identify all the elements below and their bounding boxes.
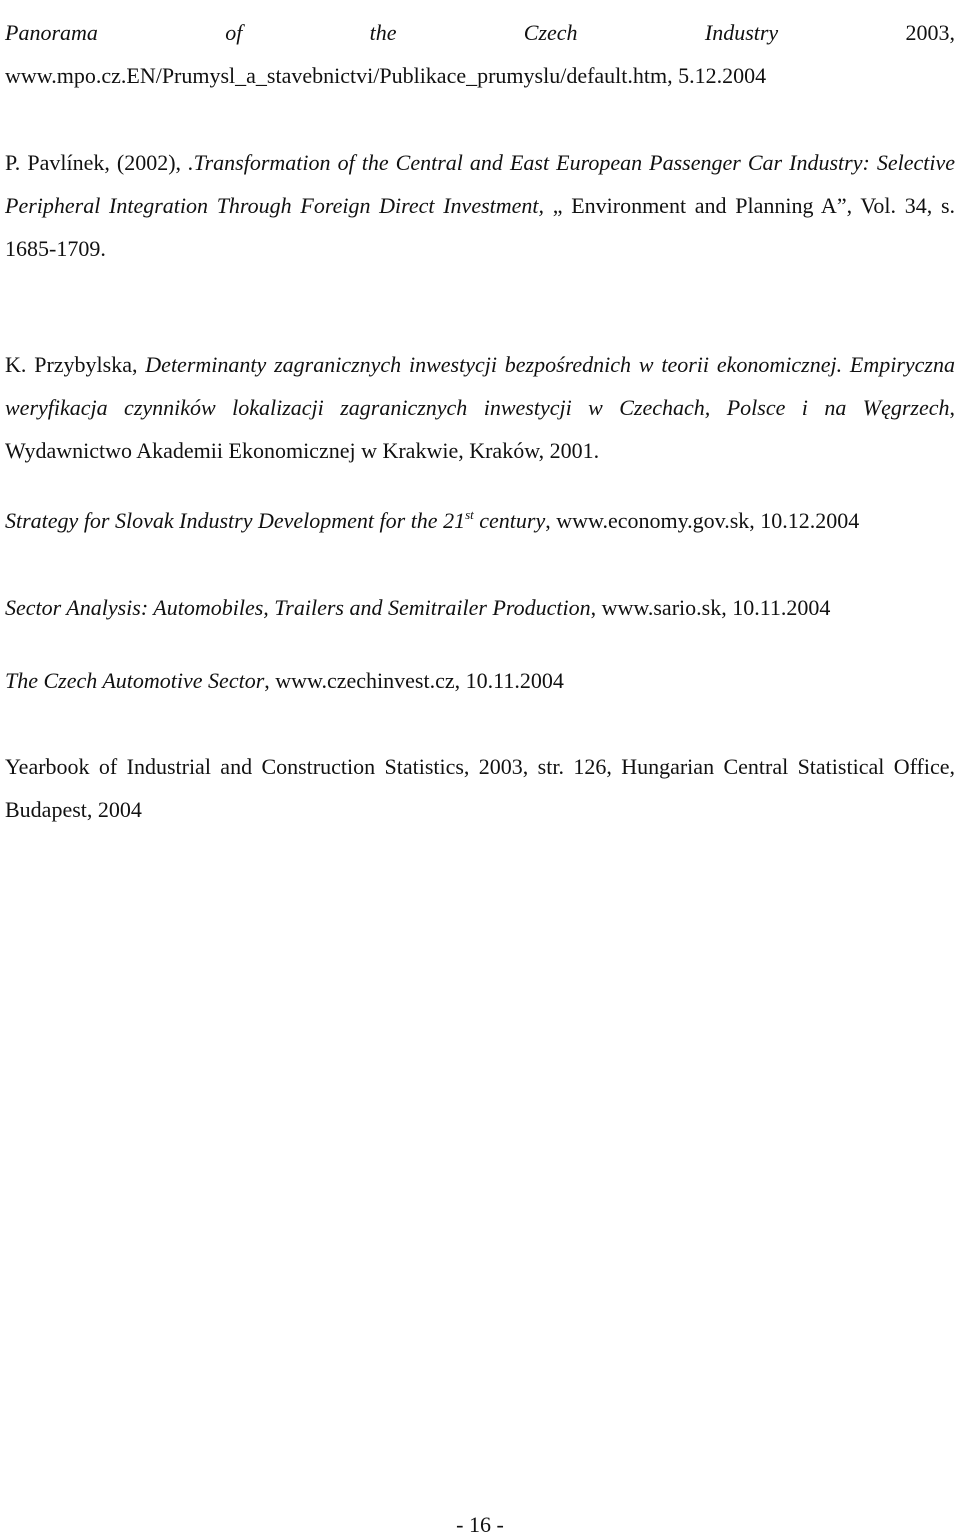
reference-title [5,508,545,533]
ordinal-superscript: st [465,507,474,522]
reference-sector-analysis [5,586,955,629]
reference-details: , www.czechinvest.cz, 10.11.2004 [264,668,564,693]
reference-author: P. Pavlínek, (2002), [5,150,189,175]
reference-pavlinek [5,141,955,270]
reference-title: Sector Analysis: Automobiles, Trailers and Semitrailer Production [5,595,591,620]
reference-yearbook [5,745,955,831]
reference-title-main: Strategy for Slovak Industry Development for the 21 [5,508,466,533]
reference-details: , www.sario.sk, 10.11.2004 [590,595,831,620]
reference-author: K. Przybylska, [5,352,146,377]
reference-details: 2003, www.mpo.cz.EN/Prumysl_a_stavebnictvi/Publikace_prumyslu/default.htm, 5.12.2004 [5,20,956,88]
reference-przybylska [5,343,955,472]
reference-panorama-czech-industry [5,11,955,97]
page-number: - 16 - [456,1512,504,1537]
reference-title: The Czech Automotive Sector [5,668,265,693]
reference-slovak-strategy [5,499,955,542]
reference-details: „ Environment and Planning A”, Vol. 34, s. 1685-1709. [5,193,956,261]
reference-title-end: century [473,508,546,533]
reference-title: .Transformation of the Central and East European Passenger Car Industry: Selective Peripheral Integration Through Foreign Direct Investment, [5,150,955,218]
reference-czech-automotive [5,659,955,702]
reference-title: Panorama of the Czech Industry [5,20,779,45]
reference-details: Yearbook of Industrial and Construction Statistics, 2003, str. 126, Hungarian Central Statistical Office, Budapest, 2004 [5,754,955,822]
reference-details: , www.economy.gov.sk, 10.12.2004 [545,508,860,533]
reference-title: Determinanty zagranicznych inwestycji bezpośrednich w teorii ekonomicznej. Empiryczna weryfikacja czynników lokalizacji zagranicznych inwestycji w Czechach, Polsce i na Węgrzech [5,352,955,420]
reference-details: , Wydawnictwo Akademii Ekonomicznej w Krakwie, Kraków, 2001. [5,395,955,463]
